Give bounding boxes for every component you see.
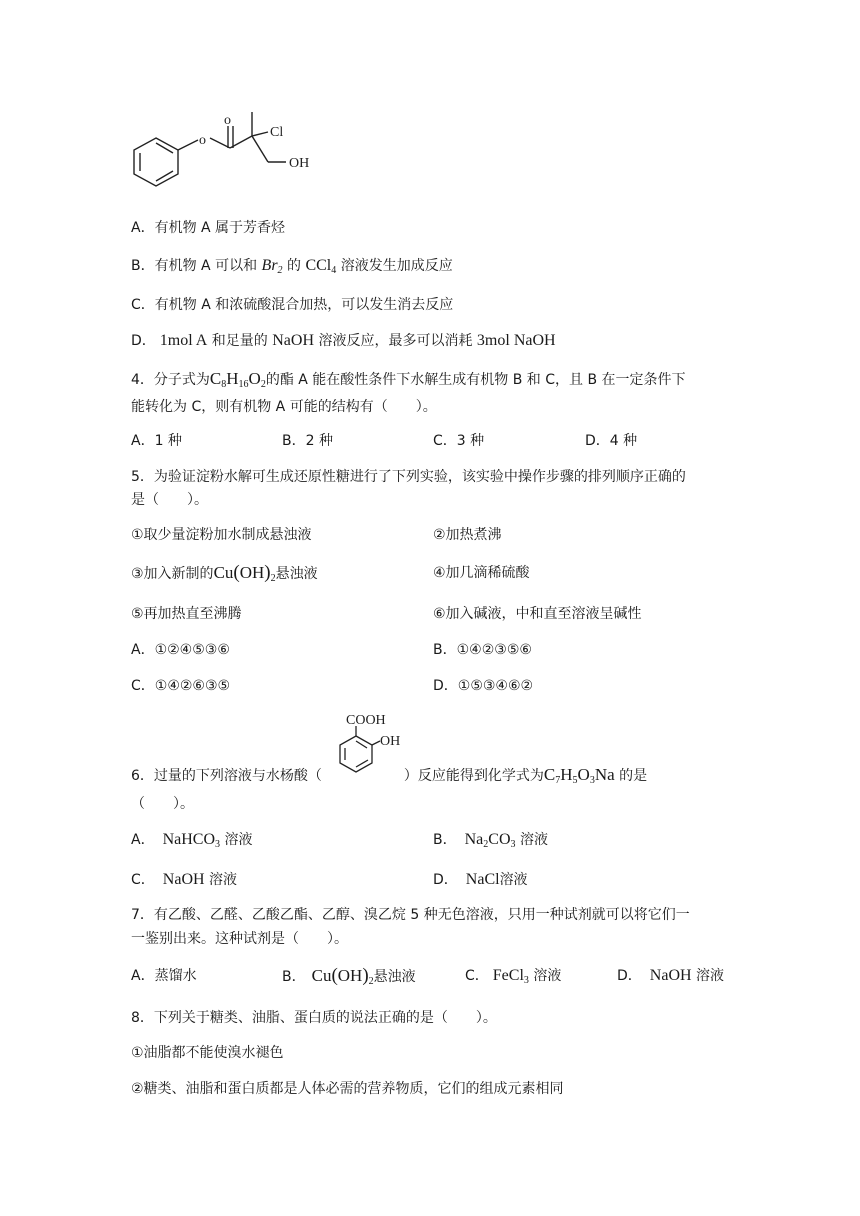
- option-text: 有机物 A 和浓硫酸混合加热，可以发生消去反应: [154, 297, 454, 313]
- q6-option-a: A． NaHCO$_3$ 溶液: [131, 831, 253, 850]
- option-text: 溶液发生加成反应: [336, 258, 453, 274]
- q5-option-a: A．①②④⑤③⑥: [131, 642, 230, 658]
- option-formula: NaOH: [272, 332, 315, 349]
- q6-formula: $C_7H_5O_3Na$: [543, 765, 615, 786]
- q5-stem-line2: 是（ ）。: [131, 492, 208, 508]
- bromine-formula: $Br_2$: [261, 257, 283, 276]
- option-text: 的: [282, 258, 306, 274]
- q5-stem-line1: 5．为验证淀粉水解可生成还原性糖进行了下列实验，该实验中操作步骤的排列顺序正确的: [131, 469, 686, 485]
- q3-option-d: [131, 331, 556, 351]
- q7-option-a: A．蒸馏水: [131, 968, 197, 984]
- option-formula: 3mol NaOH: [476, 332, 556, 349]
- q4-stem-line2: 能转化为 C，则有机物 A 可能的结构有（ ）。: [131, 399, 437, 415]
- option-formula: 1mol A: [159, 332, 208, 349]
- option-text: 有机物 A 可以和: [154, 258, 262, 274]
- stem-text: 的酯 A 能在酸性条件下水解生成有机物 B 和 C，且 B 在一定条件下: [265, 372, 686, 388]
- q7-stem-line1: 7．有乙酸、乙醛、乙酸乙酯、乙醇、溴乙烷 5 种无色溶液，只用一种试剂就可以将它们一: [131, 907, 690, 923]
- option-label: C．: [131, 297, 155, 313]
- q3-option-c: [131, 295, 453, 315]
- q6-stem-line2: （ ）。: [131, 796, 194, 812]
- svg-text:o: o: [224, 113, 231, 128]
- q5-option-d: D．①⑤③④⑥②: [433, 678, 534, 694]
- q4-option-c: C．3 种: [433, 433, 485, 449]
- q8-statement-1: ①油脂都不能使溴水褪色: [131, 1045, 284, 1061]
- q7-option-c: C． FeCl$_3$ 溶液: [465, 967, 562, 986]
- svg-text:o: o: [199, 133, 206, 148]
- chlorine-label: Cl: [270, 125, 284, 140]
- q5-step-5: ⑤再加热直至沸腾: [131, 606, 242, 622]
- q3-option-b: [131, 256, 453, 276]
- q5-step-3: ③加入新制的$Cu(OH)_2$悬浊液: [131, 562, 318, 584]
- hydroxyl-label: OH: [380, 734, 401, 749]
- q7-option-b: B． $Cu(OH)_2$悬浊液: [282, 965, 416, 987]
- q5-option-b: B．①④②③⑤⑥: [433, 642, 532, 658]
- hydroxyl-label: OH: [289, 156, 310, 171]
- q7-stem-line2: 一鉴别出来。这种试剂是（ ）。: [131, 931, 348, 947]
- q4-option-a: A．1 种: [131, 433, 182, 449]
- ccl4-formula: CCl$_4$: [305, 257, 337, 276]
- phenyl-ester-structure-icon: [128, 104, 328, 196]
- q3-option-a: [131, 218, 285, 238]
- q6-option-b: B． $Na_2CO_3$ 溶液: [433, 831, 548, 850]
- q8-stem: 8．下列关于糖类、油脂、蛋白质的说法正确的是（ ）。: [131, 1010, 497, 1026]
- q6-option-c: C． NaOH 溶液: [131, 871, 237, 888]
- option-label: A．: [131, 220, 155, 236]
- option-label: B．: [131, 258, 155, 274]
- option-text: 和足量的: [207, 333, 273, 349]
- q4-option-b: B．2 种: [282, 433, 333, 449]
- q4-formula: $C_8H_{16}O_2$: [209, 369, 266, 390]
- q5-step-1: ①取少量淀粉加水制成悬浊液: [131, 527, 312, 543]
- q8-statement-2: ②糖类、油脂和蛋白质都是人体必需的营养物质，它们的组成元素相同: [131, 1081, 564, 1097]
- option-text: 有机物 A 属于芳香烃: [154, 220, 286, 236]
- q5-step-4: ④加几滴稀硫酸: [433, 565, 530, 581]
- q7-option-d: D． NaOH 溶液: [617, 967, 724, 984]
- q4-stem-line1: [131, 369, 686, 390]
- carboxyl-label: COOH: [346, 713, 386, 728]
- q6-option-d: D． NaCl溶液: [433, 871, 528, 888]
- copper-hydroxide-formula: $Cu(OH)_2$: [213, 562, 276, 584]
- q6-stem-line1: 6．过量的下列溶液与水杨酸（ ）反应能得到化学式为$C_7H_5O_3Na$ 的是: [131, 765, 648, 786]
- q4-option-d: D．4 种: [585, 433, 638, 449]
- q5-option-c: C．①④②⑥③⑤: [131, 678, 231, 694]
- option-label: D．: [131, 333, 156, 349]
- q5-step-2: ②加热煮沸: [433, 527, 502, 543]
- stem-text: 4．分子式为: [131, 372, 210, 388]
- option-text: 溶液反应，最多可以消耗: [314, 333, 477, 349]
- q5-step-6: ⑥加入碱液，中和直至溶液呈碱性: [433, 606, 642, 622]
